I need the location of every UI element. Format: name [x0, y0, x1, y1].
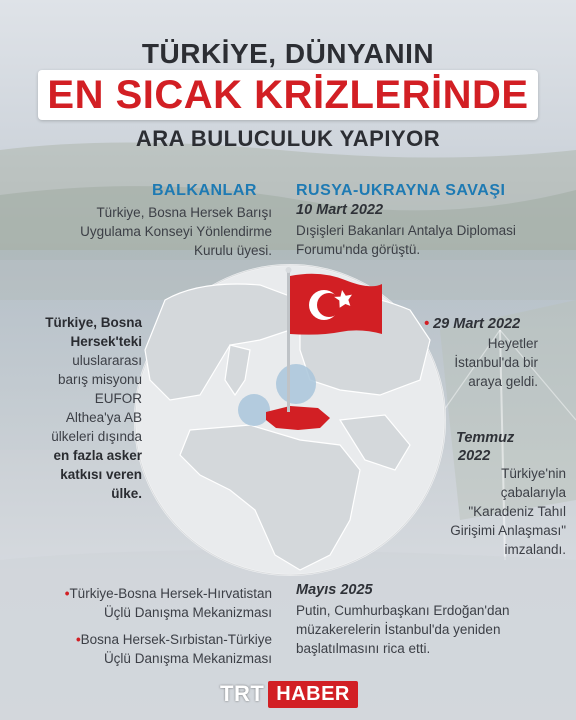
event-line: Forumu'nda görüştü.	[296, 242, 421, 257]
event-date-text: Temmuz	[456, 430, 515, 446]
eufor-bold-line: Türkiye, Bosna	[45, 315, 142, 330]
eufor-bold-line: ülke.	[111, 486, 142, 501]
event-line: "Karadeniz Tahıl	[468, 504, 566, 519]
eufor-line: barış misyonu	[57, 372, 142, 387]
balkans-intro-line: Kurulu üyesi.	[193, 243, 272, 258]
event-text	[296, 221, 566, 259]
eufor-line: uluslararası	[72, 353, 142, 368]
event-date	[456, 429, 514, 465]
title-line-1: TÜRKİYE, DÜNYANIN	[141, 38, 435, 69]
logo-trt-text: TRT	[220, 681, 265, 706]
event-line: Türkiye'nin	[501, 466, 566, 481]
event-text	[390, 464, 566, 559]
trt-haber-logo	[220, 680, 358, 708]
event-line: Girişimi Anlaşması"	[450, 523, 566, 538]
mechanism-line: Üçlü Danışma Mekanizması	[103, 605, 272, 620]
event-date-text: 29 Mart 2022	[433, 316, 521, 332]
mechanism-line: Bosna Hersek-Sırbistan-Türkiye	[80, 632, 272, 647]
mechanism-line: Üçlü Danışma Mekanizması	[103, 651, 272, 666]
event-date: Mayıs 2025	[296, 582, 373, 598]
balkans-intro	[40, 203, 272, 260]
event-line: Dışişleri Bakanları Antalya Diplomasi	[296, 223, 516, 238]
balkans-intro-line: Uygulama Konseyi Yönlendirme	[80, 224, 272, 239]
eufor-line: Althea'ya AB	[65, 410, 142, 425]
eufor-bold-line: katkısı veren	[60, 467, 142, 482]
event-date: 10 Mart 2022	[296, 202, 384, 218]
bullet-dot-icon: •	[424, 316, 430, 332]
mechanism-line: Türkiye-Bosna Hersek-Hırvatistan	[69, 586, 272, 601]
event-line: İstanbul'da bir	[454, 355, 538, 370]
title-line-2: EN SICAK KRİZLERİNDE	[47, 73, 529, 117]
eufor-line: ülkeleri dışında	[51, 429, 142, 444]
event-text	[296, 601, 566, 658]
eufor-text	[20, 313, 142, 503]
event-line: Putin, Cumhurbaşkanı Erdoğan'dan	[296, 603, 510, 618]
event-date	[424, 316, 520, 332]
russia-ukraine-heading: RUSYA-UKRAYNA SAVAŞI	[296, 182, 506, 199]
title-line-3: ARA BULUCULUK YAPIYOR	[135, 126, 441, 151]
balkans-intro-line: Türkiye, Bosna Hersek Barışı	[96, 205, 272, 220]
event-line: başlatılmasını rica etti.	[296, 641, 431, 656]
event-line: imzalandı.	[504, 542, 566, 557]
mechanism-item	[14, 630, 272, 668]
eufor-bold-line: Hersek'teki	[70, 334, 142, 349]
bullet-dot-icon: •	[75, 632, 81, 647]
logo-haber-text: HABER	[268, 681, 358, 708]
title-banner	[38, 70, 538, 120]
event-line: müzakerelerin İstanbul'da yeniden	[296, 622, 501, 637]
event-text	[400, 334, 538, 391]
event-line: Heyetler	[487, 336, 538, 351]
eufor-line: EUFOR	[94, 391, 142, 406]
event-line: araya geldi.	[468, 374, 538, 389]
bullet-dot-icon: •	[64, 586, 70, 601]
balkans-heading: BALKANLAR	[152, 182, 257, 199]
eufor-bold-line: en fazla asker	[53, 448, 142, 463]
event-date-text: 2022	[458, 448, 491, 464]
mechanism-item	[14, 584, 272, 622]
event-line: çabalarıyla	[500, 485, 566, 500]
